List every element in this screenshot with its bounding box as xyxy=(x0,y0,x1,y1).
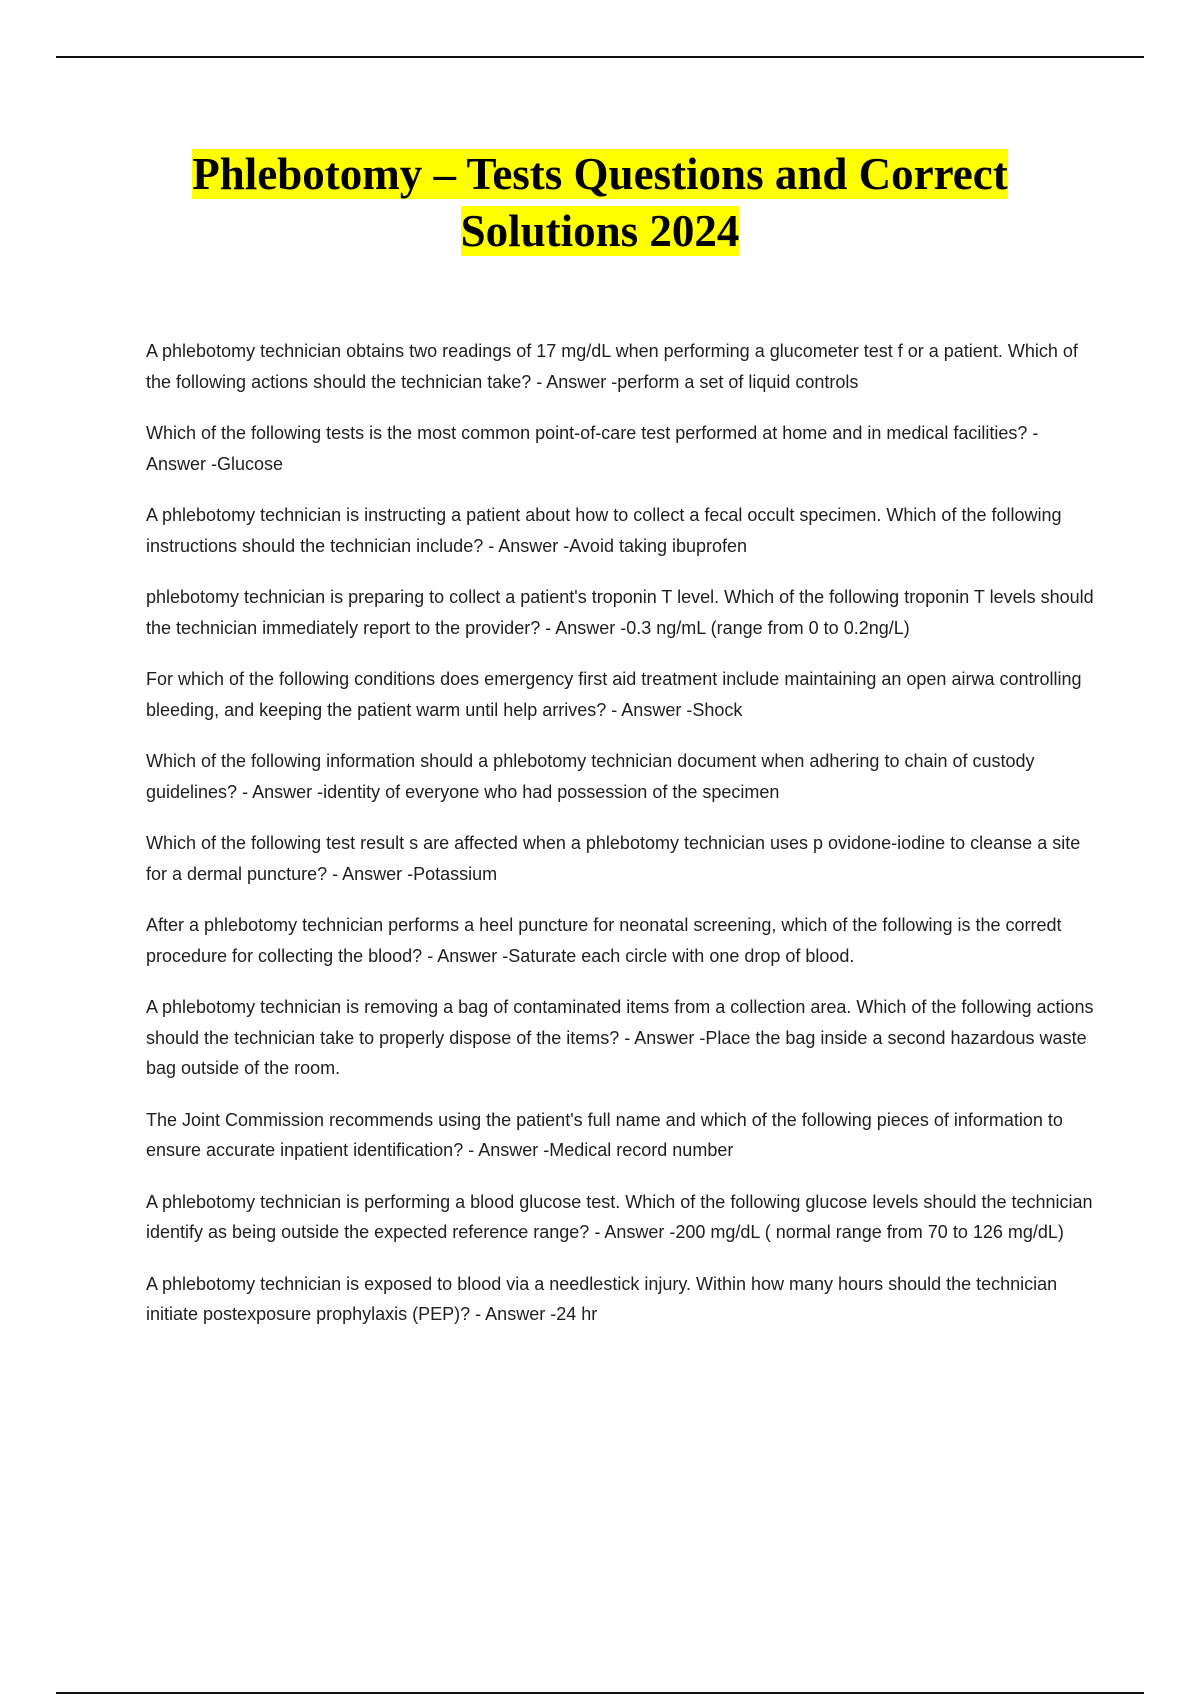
qa-item xyxy=(146,582,1096,643)
answer-text: 200 mg/dL ( normal range from 70 to 126 mg/dL) xyxy=(675,1222,1064,1242)
answer-separator: - Answer - xyxy=(422,945,509,966)
answer-text: Avoid taking ibuprofen xyxy=(569,535,748,556)
answer-separator: - Answer - xyxy=(483,535,570,556)
question-text: The Joint Commission recommends using the patient's full name and which of the following pieces of information to ensure accurate inpatient identification? xyxy=(146,1109,1063,1160)
top-rule xyxy=(56,56,1144,58)
answer-text: Saturate each circle with one drop of blood. xyxy=(508,945,855,966)
qa-item xyxy=(146,336,1096,397)
answer-separator: - Answer - xyxy=(237,781,324,802)
answer-text: Potassium xyxy=(413,863,498,884)
question-text: phlebotomy technician is preparing to collect a patient's troponin T level. Which of the following troponin T levels should the technician immediately report to the provider? xyxy=(146,587,1094,638)
page-title xyxy=(0,146,1200,260)
page-title-line-2: Solutions 2024 xyxy=(460,206,740,256)
answer-separator: - Answer - xyxy=(606,699,693,720)
answer-separator: - Answer - xyxy=(540,617,627,638)
qa-item xyxy=(146,828,1096,889)
qa-item xyxy=(146,664,1096,725)
question-text: A phlebotomy technician is removing a bag of contaminated items from a collection area. Which of the following actions should the technician take to properly dispose of the items? xyxy=(146,997,1094,1048)
question-text: Which of the following information should a phlebotomy technician document when adhering to chain of custody guidelines? xyxy=(146,751,1035,802)
question-text: A phlebotomy technician is performing a blood glucose test. Which of the following glucose levels should the technician identify as being outside the expected reference range? xyxy=(146,1191,1093,1242)
answer-separator: - Answer - xyxy=(589,1222,676,1242)
question-text: Which of the following tests is the most common point-of-care test performed at home and in medical facilities? xyxy=(146,423,1028,443)
qa-item xyxy=(146,746,1096,807)
question-text: A phlebotomy technician obtains two readings of 17 mg/dL when performing a glucometer test f or a patient. Which of the following actions should the technician take? xyxy=(146,341,1078,392)
question-text: A phlebotomy technician is exposed to blood via a needlestick injury. Within how many hours should the technician initiate postexposure prophylaxis (PEP)? xyxy=(146,1273,1058,1324)
answer-separator: - Answer - xyxy=(327,863,414,884)
qa-item xyxy=(146,1269,1096,1330)
answer-text: identity of everyone who had possession of the specimen xyxy=(323,781,780,802)
answer-text: Place the bag inside a second hazardous waste bag outside of the room. xyxy=(146,1027,1087,1078)
answer-separator: - Answer - xyxy=(146,423,1039,474)
qa-list xyxy=(146,336,1096,1351)
answer-separator: - Answer - xyxy=(463,1140,550,1160)
answer-text: perform a set of liquid controls xyxy=(617,371,859,392)
answer-text: 24 hr xyxy=(556,1304,598,1324)
answer-text: 0.3 ng/mL (range from 0 to 0.2ng/L) xyxy=(626,617,910,638)
page-title-line-1: Phlebotomy – Tests Questions and Correct xyxy=(192,149,1008,199)
answer-separator: - Answer - xyxy=(619,1027,706,1048)
bottom-rule xyxy=(56,1692,1144,1694)
qa-item xyxy=(146,910,1096,971)
answer-separator: - Answer - xyxy=(531,371,618,392)
question-text: A phlebotomy technician is instructing a patient about how to collect a fecal occult specimen. Which of the following instructions should the technician include? xyxy=(146,505,1062,556)
qa-item xyxy=(146,992,1096,1084)
qa-item xyxy=(146,1105,1096,1166)
answer-separator: - Answer - xyxy=(470,1304,557,1324)
qa-item xyxy=(146,1187,1096,1248)
question-text: For which of the following conditions does emergency first aid treatment include maintaining an open airwa controlling bleeding, and keeping the patient warm until help arrives? xyxy=(146,669,1082,720)
qa-item xyxy=(146,418,1096,479)
question-text: After a phlebotomy technician performs a heel puncture for neonatal screening, which of the following is the corredt procedure for collecting the blood? xyxy=(146,915,1062,966)
qa-item xyxy=(146,500,1096,561)
answer-text: Shock xyxy=(692,699,743,720)
answer-text: Glucose xyxy=(217,453,284,474)
question-text: Which of the following test result s are affected when a phlebotomy technician uses p ovidone-iodine to cleanse a site for a dermal puncture? xyxy=(146,833,1081,884)
answer-text: Medical record number xyxy=(549,1140,734,1160)
